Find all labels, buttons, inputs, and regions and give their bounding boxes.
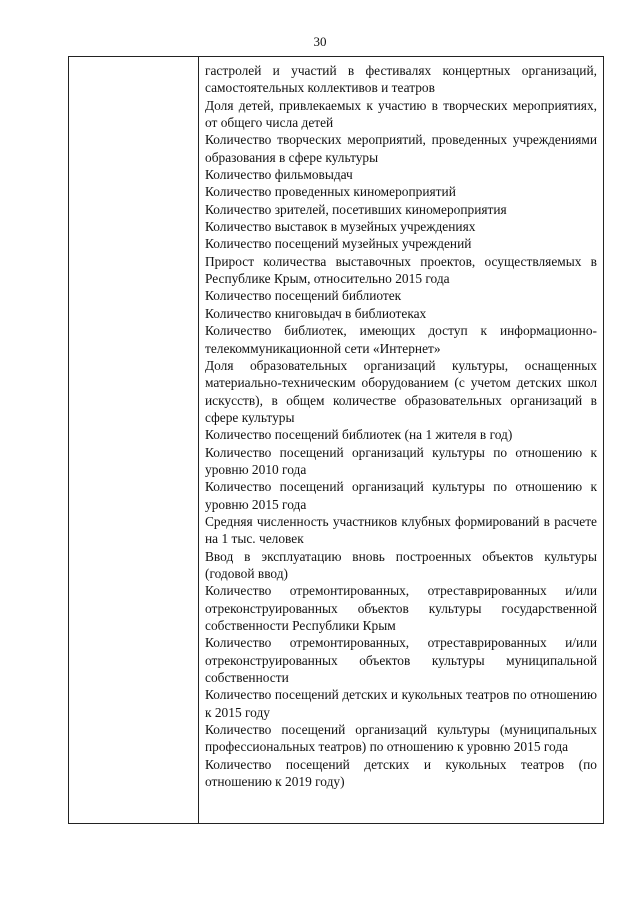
- table-entry: Количество отремонтированных, отреставрированных и/или отреконструированных объектов культуры муниципальной собственности: [205, 635, 597, 686]
- table-entry: Количество выставок в музейных учреждениях: [205, 219, 476, 235]
- table-entry: Количество посещений организаций культуры (муниципальных профессиональных театров) по отношению к уровню 2015 года: [205, 722, 597, 755]
- table-entry: Количество посещений детских и кукольных театров по отношению к 2015 году: [205, 687, 597, 720]
- table-entry: Количество библиотек, имеющих доступ к информационно-телекоммуникационной сети «Интернет»: [205, 323, 597, 356]
- table-entry: Количество проведенных киномероприятий: [205, 184, 456, 200]
- table-entry: Доля детей, привлекаемых к участию в творческих мероприятиях, от общего числа детей: [205, 97, 597, 131]
- table-entry: Прирост количества выставочных проектов, осуществляемых в Республике Крым, относительно 2015 года: [205, 253, 597, 287]
- table-entry: Количество творческих мероприятий, проведенных учреждениями образования в сфере культуры: [205, 132, 597, 165]
- page-number: 30: [313, 34, 327, 49]
- table-entry: Количество посещений организаций культуры по отношению к уровню 2010 года: [205, 444, 597, 477]
- table-entry: Доля образовательных организаций культуры, оснащенных материально-техническим оборудованием (с учетом детских школ искусств), в общем количестве образовательных организаций в сфере культуры: [205, 357, 597, 425]
- table-entry: Количество посещений организаций культуры по отношению к уровню 2015 года: [205, 479, 597, 512]
- table-entry: Средняя численность участников клубных формирований в расчете на 1 тыс. человек: [205, 513, 597, 547]
- table-entry: Количество зрителей, посетивших киномероприятия: [205, 201, 507, 217]
- table-entry: Количество посещений детских и кукольных театров (по отношению к 2019 году): [205, 756, 597, 790]
- table-right-column: [199, 57, 603, 823]
- table-entry: Количество отремонтированных, отреставрированных и/или отреконструированных объектов культуры государственной собственности Республики Крым: [205, 583, 597, 633]
- table-entry: Количество посещений библиотек: [205, 288, 402, 304]
- table-entry: Количество книговыдач в библиотеках: [205, 305, 427, 321]
- indicators-table: [68, 56, 604, 824]
- table-entry: Количество посещений библиотек (на 1 жителя в год): [205, 427, 513, 443]
- table-left-column: [69, 57, 199, 823]
- table-entry: Ввод в эксплуатацию вновь построенных объектов культуры (годовой ввод): [205, 548, 597, 581]
- table-entry: Количество фильмовыдач: [205, 167, 353, 183]
- table-entry: гастролей и участий в фестивалях концертных организаций, самостоятельных коллективов и театров: [205, 63, 597, 96]
- table-entry: Количество посещений музейных учреждений: [205, 236, 472, 252]
